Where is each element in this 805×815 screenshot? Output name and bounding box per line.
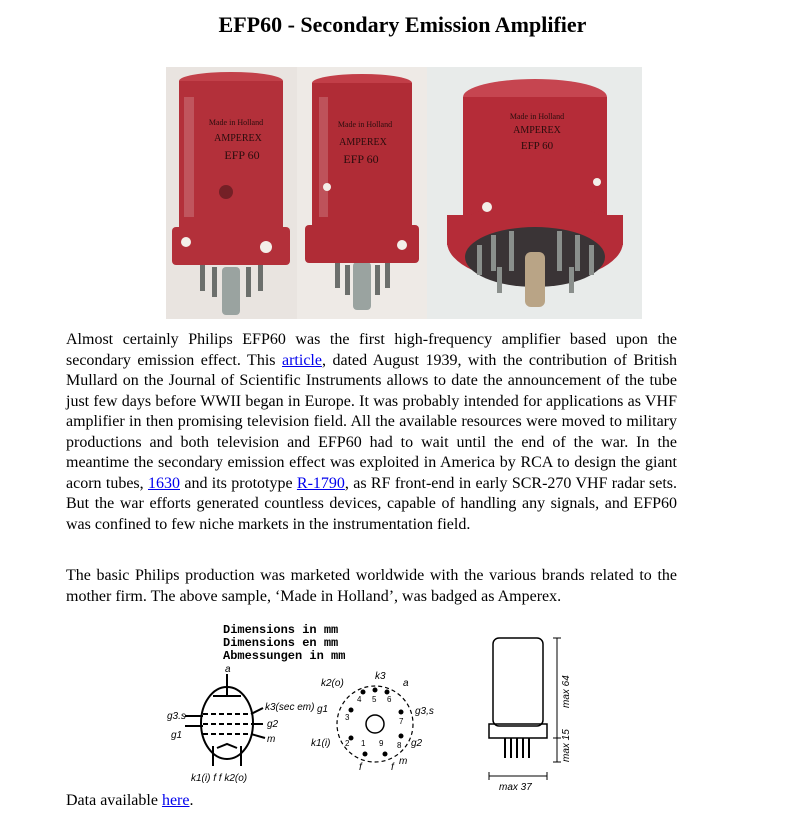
svg-text:5: 5: [372, 695, 377, 704]
svg-text:Made in Holland: Made in Holland: [337, 120, 393, 129]
para1-text-4: , as RF front-end in early SCR-270 VHF radar sets. But the war efforts generated countless devices, capable of handling any signals, and EFP60 was confined to few niche markets in the instrumentation field.: [66, 474, 678, 533]
svg-text:3: 3: [345, 713, 350, 722]
svg-text:AMPEREX: AMPEREX: [214, 133, 262, 144]
svg-text:EFP 60: EFP 60: [343, 152, 379, 166]
dimensions-drawing: [165, 616, 577, 796]
svg-text:k1(i) f f k2(o): k1(i) f f k2(o): [191, 773, 248, 784]
tube-photo-front: [166, 67, 297, 319]
svg-text:2: 2: [345, 739, 350, 748]
svg-text:m: m: [399, 756, 408, 767]
footer-end: .: [189, 792, 194, 809]
svg-text:4: 4: [357, 695, 362, 704]
svg-text:AMPEREX: AMPEREX: [513, 125, 561, 136]
intro-paragraph: [66, 330, 677, 535]
article-link[interactable]: article: [282, 351, 322, 369]
tube-photo-base: [427, 67, 642, 319]
svg-text:k2(o): k2(o): [321, 678, 344, 689]
tube-photos: [166, 67, 642, 319]
svg-text:EFP 60: EFP 60: [224, 148, 260, 162]
svg-text:a: a: [403, 678, 409, 689]
svg-text:g2: g2: [267, 719, 279, 730]
svg-text:m: m: [267, 734, 276, 745]
dimensions-header-1: Dimensions in mm: [223, 623, 339, 637]
svg-text:8: 8: [397, 741, 402, 750]
page-title: EFP60 - Secondary Emission Amplifier: [218, 12, 587, 37]
data-footer: [66, 792, 193, 810]
svg-text:g3,s: g3,s: [415, 706, 434, 717]
dimensions-header-2: Dimensions en mm: [223, 636, 339, 650]
svg-text:AMPEREX: AMPEREX: [339, 137, 387, 148]
para1-text-1: Almost certainly Philips EFP60 was the first high-frequency amplifier based upon the secondary emission effect. This: [66, 331, 677, 369]
svg-text:9: 9: [379, 739, 384, 748]
svg-text:6: 6: [387, 695, 392, 704]
svg-text:g2: g2: [411, 738, 423, 749]
svg-text:1: 1: [361, 739, 366, 748]
svg-text:f: f: [359, 762, 362, 773]
svg-text:max 64: max 64: [561, 675, 572, 708]
svg-text:Made in Holland: Made in Holland: [208, 118, 264, 127]
svg-text:f: f: [391, 762, 394, 773]
svg-text:7: 7: [399, 717, 404, 726]
svg-text:max 15: max 15: [561, 729, 572, 762]
tube-1630-link[interactable]: 1630: [148, 474, 180, 492]
svg-text:k3: k3: [375, 671, 386, 682]
dimensions-header-3: Abmessungen in mm: [223, 649, 346, 663]
production-paragraph: The basic Philips production was marketed worldwide with the various brands related to the mother firm. The above sample, ‘Made in Holland’, was badged as Amperex.: [66, 567, 677, 605]
svg-text:EFP 60: EFP 60: [520, 140, 554, 152]
data-here-link[interactable]: here: [161, 792, 190, 809]
svg-text:Made in Holland: Made in Holland: [509, 112, 565, 121]
footer-text: Data available: [66, 792, 162, 809]
tube-r1790-link[interactable]: R-1790: [296, 474, 345, 492]
svg-text:k3(sec em): k3(sec em): [265, 702, 315, 713]
para1-text-3: and its prototype: [180, 474, 297, 492]
tube-photo-side: [297, 67, 427, 319]
svg-text:g3.s: g3.s: [167, 711, 186, 722]
svg-text:k1(i): k1(i): [311, 738, 331, 749]
svg-text:g1: g1: [171, 730, 183, 741]
para1-text-2: , dated August 1939, with the contribution of British Mullard on the Journal of Scientific Instruments allows to date the announcement of the tube just few days before WWII began in Europe. It was probably intended for applications as VHF amplifier in then promising television field. All the available resources were moved to military productions and both television and EFP60 had to wait until the end of the war. In the meantime the secondary emission effect was exploited in America by RCA to design the giant acorn tubes,: [66, 351, 677, 492]
svg-text:g1: g1: [317, 704, 329, 715]
svg-text:max 37: max 37: [499, 782, 532, 793]
svg-text:a: a: [225, 664, 231, 675]
